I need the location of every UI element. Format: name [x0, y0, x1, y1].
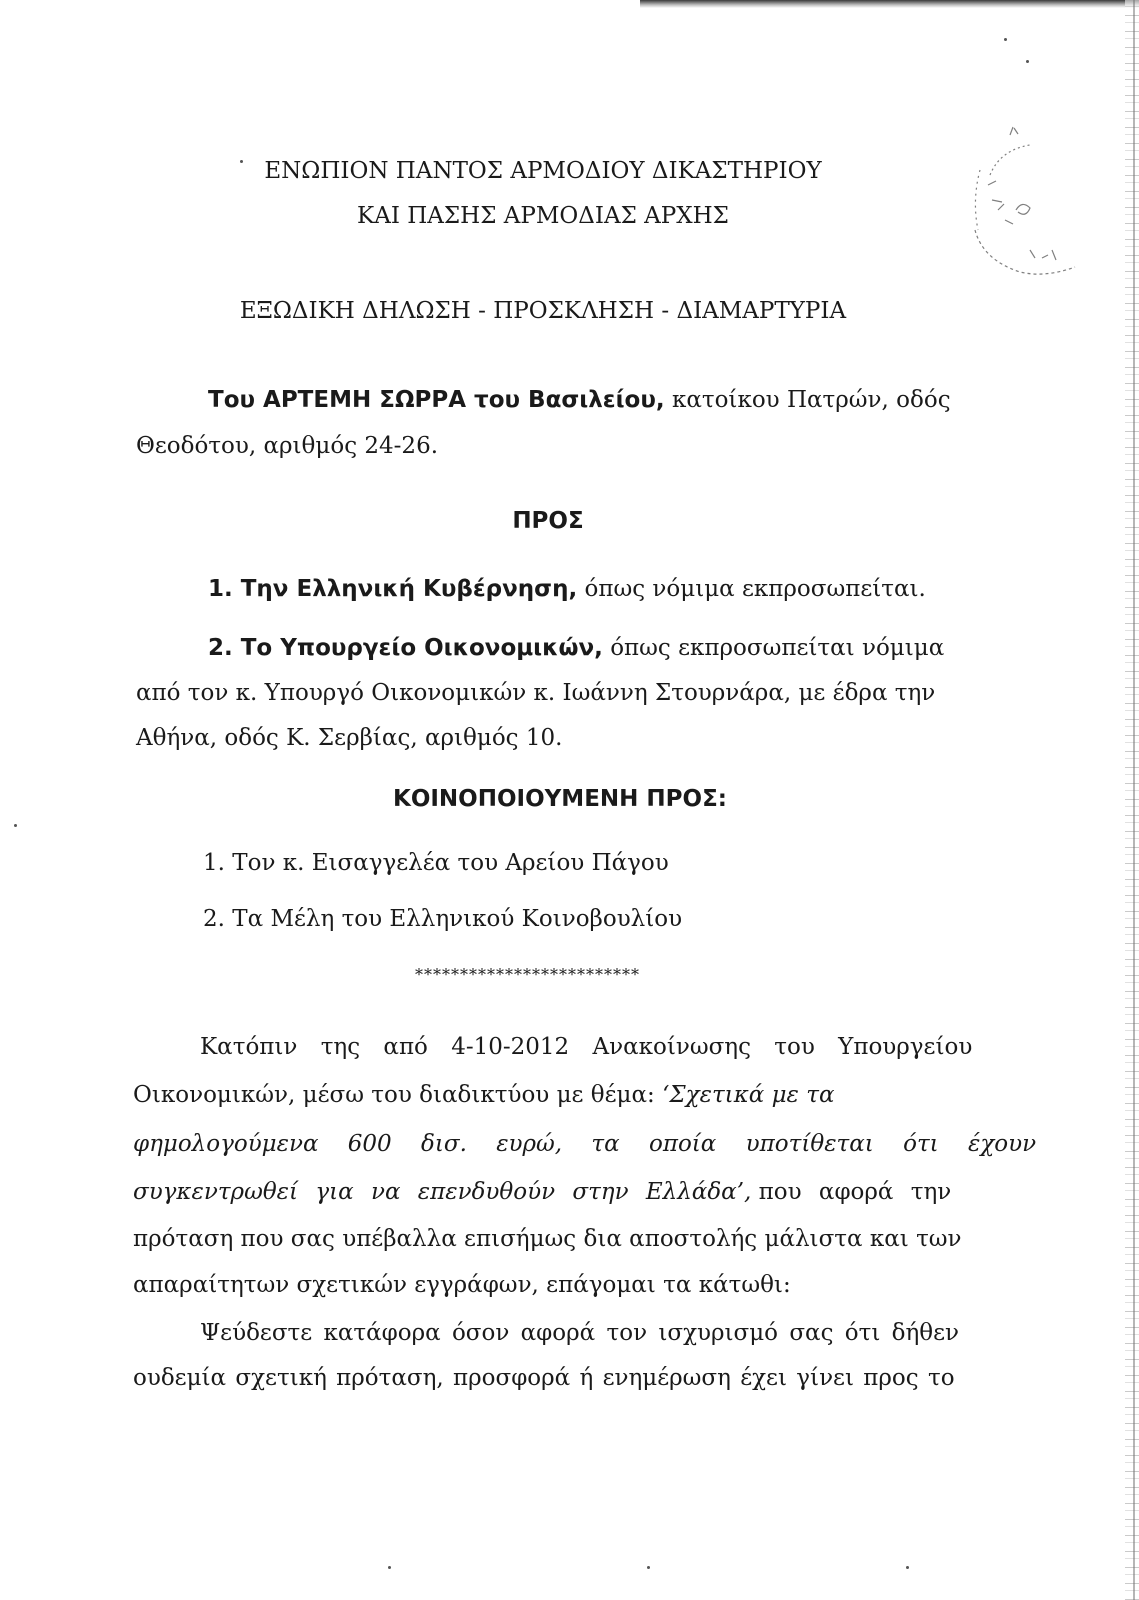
cc-heading: ΚΟΙΝΟΠΟΙΟΥΜΕΝΗ ΠΡΟΣ: — [393, 786, 727, 812]
sender-line-2: Θεοδότου, αριθμός 24-26. — [136, 433, 439, 459]
recipient-2-name: 2. Το Υπουργείο Οικονομικών, — [208, 635, 603, 661]
body-line-2-italic: ‘Σχετικά με τα — [662, 1082, 835, 1108]
partial-stamp-mark — [970, 100, 1080, 290]
body-line-1: Κατόπιν της από 4-10-2012 Ανακοίνωσης του Υπουργείου — [200, 1034, 973, 1060]
sender-address-part1: κατοίκου Πατρών, οδός — [671, 387, 951, 413]
cc-item-1: 1. Τον κ. Εισαγγελέα του Αρείου Πάγου — [203, 850, 669, 876]
recipients-heading: ΠΡΟΣ — [512, 508, 584, 534]
body-line-2-normal: Οικονομικών, μέσω του διαδικτύου με θέμα: — [133, 1082, 655, 1108]
scan-edge-right-line — [1133, 0, 1135, 1600]
header-line-1: ΕΝΩΠΙΟΝ ΠΑΝΤΟΣ ΑΡΜΟΔΙΟΥ ΔΙΚΑΣΤΗΡΙΟΥ — [264, 158, 822, 184]
header-line-2: ΚΑΙ ΠΑΣΗΣ ΑΡΜΟΔΙΑΣ ΑΡΧΗΣ — [357, 203, 729, 229]
recipient-1-rest: όπως νόμιμα εκπροσωπείται. — [584, 576, 926, 602]
scan-speck — [14, 824, 17, 827]
recipient-1-name: 1. Την Ελληνική Κυβέρνηση, — [208, 576, 578, 602]
body-p2-line-1: Ψεύδεστε κατάφορα όσον αφορά τον ισχυρισμό σας ότι δήθεν — [200, 1320, 960, 1346]
scan-speck — [1004, 38, 1007, 41]
body-line-2 — [133, 1080, 928, 1110]
scan-edge-right — [1125, 0, 1139, 1600]
scan-speck — [647, 1566, 650, 1569]
scan-speck — [1026, 60, 1029, 63]
recipient-item-2 — [208, 633, 945, 663]
recipient-item-1 — [208, 574, 926, 604]
body-line-5: πρόταση που σας υπέβαλλα επισήμως δια αποστολής μάλιστα και των — [133, 1226, 962, 1252]
document-title: ΕΞΩΔΙΚΗ ΔΗΛΩΣΗ - ΠΡΟΣΚΛΗΣΗ - ΔΙΑΜΑΡΤΥΡΙΑ — [239, 298, 847, 324]
recipient-2-line-3: Αθήνα, οδός Κ. Σερβίας, αριθμός 10. — [136, 725, 563, 751]
recipient-2-line-2: από τον κ. Υπουργό Οικονομικών κ. Ιωάννη Στουρνάρα, με έδρα την — [136, 680, 936, 706]
body-line-4-italic: συγκεντρωθεί για να επενδυθούν στην Ελλάδα’, — [133, 1179, 752, 1205]
recipient-2-rest: όπως εκπροσωπείται νόμιμα — [610, 635, 945, 661]
cc-item-2: 2. Τα Μέλη του Ελληνικού Κοινοβουλίου — [203, 906, 683, 932]
scan-speck — [906, 1566, 909, 1569]
scan-speck — [388, 1566, 391, 1569]
body-line-6: απαραίτητων σχετικών εγγράφων, επάγομαι τα κάτωθι: — [133, 1272, 791, 1298]
scan-edge-top — [640, 0, 1139, 8]
body-p2-line-2: ουδεμία σχετική πρόταση, προσφορά ή ενημέρωση έχει γίνει προς το — [133, 1365, 955, 1391]
body-line-4-normal: που αφορά την — [758, 1179, 952, 1205]
body-line-3: φημολογούμενα 600 δισ. ευρώ, τα οποία υποτίθεται ότι έχουν — [133, 1131, 1037, 1157]
separator-stars: ************************* — [415, 965, 640, 984]
body-line-4 — [133, 1177, 952, 1207]
sender-name: Του ΑΡΤΕΜΗ ΣΩΡΡΑ του Βασιλείου, — [208, 387, 665, 413]
sender-line-1 — [208, 385, 951, 415]
